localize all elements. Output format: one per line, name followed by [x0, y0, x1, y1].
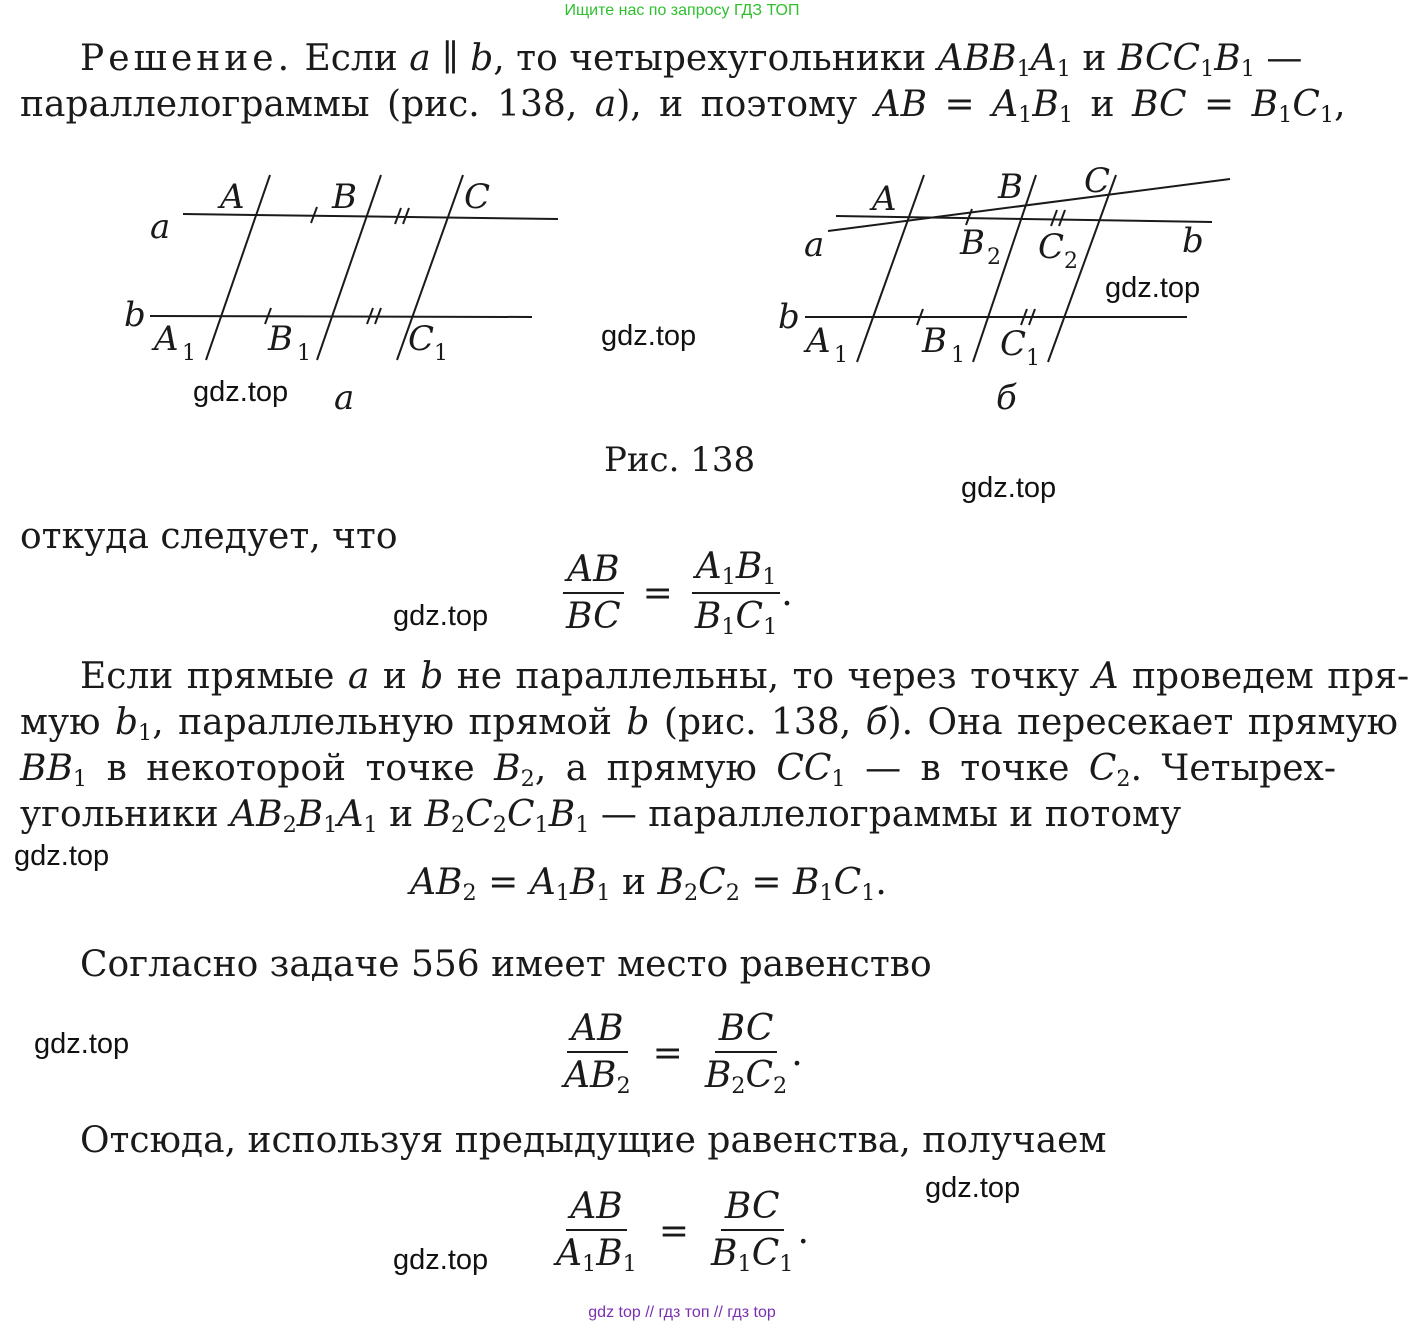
svg-text:a: a	[150, 207, 171, 247]
svg-text:a: a	[804, 225, 825, 265]
equation-2: $AB_2 = A_1B_1$ и $B_2C_2 = B_1C_1$.	[410, 862, 887, 907]
para3-line1: Если прямые a и b не параллельны, то через точку A проведем пря-	[80, 656, 1409, 697]
svg-text:B: B	[332, 177, 357, 217]
watermark: gdz.top	[393, 1244, 489, 1276]
watermark: gdz.top	[34, 1028, 130, 1060]
para5-text: Отсюда, используя предыдущие равенства, получаем	[80, 1120, 1107, 1161]
svg-text:C: C	[1038, 227, 1065, 267]
svg-text:A: A	[806, 321, 831, 361]
svg-text:C: C	[1084, 161, 1111, 201]
svg-text:1: 1	[182, 341, 196, 366]
para1-line1: Решение. Если a ∥ b, то четырехугольники $ABB_1A_1$ и $BCC_1B_1$ —	[80, 38, 1303, 83]
svg-text:C: C	[1000, 324, 1027, 364]
svg-text:b: b	[1182, 221, 1204, 261]
svg-text:B: B	[960, 223, 985, 263]
svg-text:2: 2	[987, 245, 1001, 270]
figure-label-a: а	[334, 378, 355, 418]
solution-lead: Решение.	[80, 38, 294, 79]
svg-text:A: A	[872, 179, 897, 219]
equation-1: $\frac{AB}{BC}$ = $\frac{A_1B_1}{B_1C_1}$ .	[562, 546, 793, 640]
watermark: gdz.top	[14, 840, 110, 872]
svg-text:1: 1	[1026, 346, 1040, 371]
watermark: gdz.top	[925, 1172, 1021, 1204]
watermark: gdz.top	[961, 472, 1057, 504]
para1-line2: параллелограммы (рис. 138, а), и поэтому AB = $A_1B_1$ и BC = $B_1C_1$,	[20, 84, 1346, 129]
footer-note: gdz top // гдз топ // гдз top	[588, 1304, 776, 1321]
para2-text: откуда следует, что	[20, 516, 398, 557]
watermark: gdz.top	[601, 320, 697, 352]
para3-line3: $BB_1$ в некоторой точке $B_2$, а прямую $CC_1$ — в точке $C_2$. Четырех-	[20, 748, 1337, 793]
fig-b-transversal-3	[1048, 175, 1116, 362]
equation-4: $\frac{AB}{A_1B_1}$ = $\frac{BC}{B_1C_1}$ .	[556, 1186, 809, 1278]
para3-line4: угольники $AB_2B_1A_1$ и $B_2C_2C_1B_1$ — параллелограммы и потому	[20, 794, 1182, 839]
svg-text:b: b	[124, 295, 146, 335]
figure-label-b: б	[996, 378, 1017, 418]
fig-a-line-b	[150, 316, 532, 317]
svg-text:C: C	[464, 177, 491, 217]
watermark: gdz.top	[1105, 272, 1201, 304]
svg-text:B: B	[922, 321, 947, 361]
svg-text:1: 1	[297, 341, 311, 366]
svg-text:1: 1	[834, 343, 848, 368]
svg-text:b: b	[778, 297, 800, 337]
svg-text:1: 1	[434, 341, 448, 366]
equation-3: $\frac{AB}{AB_2}$ = $\frac{BC}{B_2C_2}$ .	[564, 1008, 803, 1100]
svg-text:A: A	[154, 319, 179, 359]
figure-caption: Рис. 138	[604, 440, 756, 480]
svg-text:C: C	[408, 319, 435, 359]
svg-text:A: A	[220, 177, 245, 217]
para3-line2: мую $b_1$, параллельную прямой b (рис. 138, б). Она пересекает прямую	[20, 702, 1398, 747]
header-note: Ищите нас по запросу ГДЗ ТОП	[564, 2, 800, 19]
watermark: gdz.top	[193, 376, 289, 408]
svg-text:B: B	[268, 319, 293, 359]
svg-text:1: 1	[951, 343, 965, 368]
svg-text:2: 2	[1064, 249, 1078, 274]
para4-text: Согласно задаче 556 имеет место равенство	[80, 944, 932, 985]
watermark: gdz.top	[393, 600, 489, 632]
svg-text:B: B	[998, 167, 1023, 207]
